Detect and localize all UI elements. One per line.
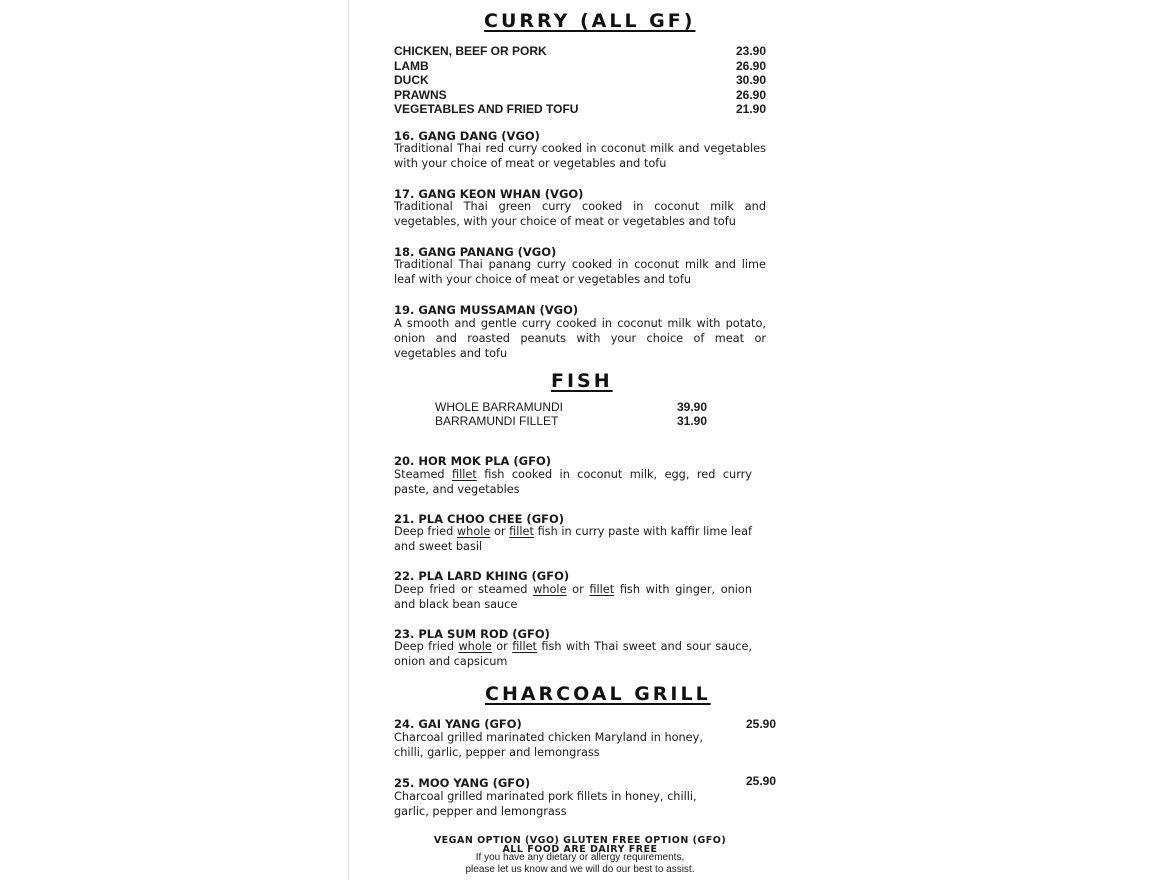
menu-item-description [394, 583, 752, 613]
desc-underlined: whole [456, 525, 491, 538]
menu-item-description: Traditional Thai panang curry cooked in coconut milk and lime leaf with your choice of meat or vegetables and tofu [394, 258, 766, 286]
footer-dairy-free: ALL FOOD ARE DAIRY FREE [502, 844, 658, 855]
menu-item-title: 24. GAI YANG (GFO) [394, 717, 522, 731]
desc-text: Deep fried [394, 525, 457, 538]
desc-underlined: fillet [512, 640, 537, 653]
menu-item-description: Charcoal grilled marinated chicken Maryland in honey, chilli, garlic, pepper and lemongrass [394, 731, 703, 759]
desc-text: Deep fried [394, 640, 459, 653]
menu-item-description [394, 468, 752, 498]
menu-item-title: 21. PLA CHOO CHEE (GFO) [394, 512, 565, 526]
footer-dietary-note: If you have any dietary or allergy requirements, [475, 852, 685, 863]
price-value: 21.90 [736, 102, 767, 116]
price-value: 31.90 [677, 414, 708, 428]
menu-item-description: A smooth and gentle curry cooked in coconut milk with potato, onion and roasted peanuts with your choice of meat or vegetables and tofu [394, 317, 766, 360]
desc-text: or [491, 640, 513, 653]
desc-underlined: fillet [589, 583, 615, 596]
section-heading-fish: FISH [551, 370, 613, 392]
price-value: 26.90 [736, 59, 767, 73]
price-name: LAMB [394, 59, 429, 73]
menu-item-title: 25. MOO YANG (GFO) [394, 776, 531, 790]
section-heading-grill: CHARCOAL GRILL [485, 683, 711, 705]
desc-text: fish with Thai sweet and sour sauce, onion and capsicum [394, 640, 752, 668]
menu-item-price: 25.90 [746, 774, 777, 788]
desc-underlined: fillet [452, 468, 477, 481]
menu-item-title: 23. PLA SUM ROD (GFO) [394, 627, 550, 641]
price-value: 39.90 [677, 400, 708, 414]
price-name: BARRAMUNDI FILLET [435, 414, 559, 428]
section-heading-curry: CURRY (ALL GF) [484, 10, 696, 32]
price-name: DUCK [394, 73, 429, 87]
desc-text: fish cooked in coconut milk, egg, red curry paste, and vegetables [394, 468, 752, 496]
menu-item-description: Charcoal grilled marinated pork fillets in honey, chilli, garlic, pepper and lemongrass [394, 790, 697, 818]
menu-item-title: 16. GANG DANG (VGO) [394, 129, 540, 143]
price-value: 23.90 [736, 44, 767, 58]
menu-item-title: 18. GANG PANANG (VGO) [394, 245, 557, 259]
desc-underlined: fillet [509, 525, 534, 538]
menu-item-description: Traditional Thai red curry cooked in coconut milk and vegetables with your choice of meat or vegetables and tofu [394, 142, 766, 170]
desc-text: or [490, 525, 510, 538]
price-name: WHOLE BARRAMUNDI [435, 400, 564, 414]
price-value: 26.90 [736, 88, 767, 102]
desc-text: Deep fried or steamed [394, 583, 534, 596]
menu-item-title: 20. HOR MOK PLA (GFO) [394, 454, 552, 468]
desc-text: or [566, 583, 590, 596]
menu-item-price: 25.90 [746, 717, 777, 731]
menu-item-description [394, 525, 752, 555]
menu-item-title: 17. GANG KEON WHAN (VGO) [394, 187, 584, 201]
footer-assist-note: please let us know and we will do our best to assist. [465, 864, 695, 875]
menu-item-title: 22. PLA LARD KHING (GFO) [394, 569, 570, 583]
price-name: CHICKEN, BEEF OR PORK [394, 44, 547, 58]
desc-text: fish with ginger, onion and black bean sauce [394, 583, 752, 611]
desc-underlined: whole [533, 583, 567, 596]
price-name: VEGETABLES AND FRIED TOFU [394, 102, 579, 116]
desc-text: Steamed [394, 468, 453, 481]
footer-legend-options: VEGAN OPTION (VGO) GLUTEN FREE OPTION (GFO) [433, 835, 727, 846]
menu-item-description: Traditional Thai green curry cooked in coconut milk and vegetables, with your choice of meat or vegetables and tofu [394, 200, 766, 228]
price-value: 30.90 [736, 73, 767, 87]
desc-text: fish in curry paste with kaffir lime leaf and sweet basil [394, 525, 752, 553]
price-name: PRAWNS [394, 88, 447, 102]
menu-item-description [394, 640, 752, 670]
page-edge [348, 0, 349, 880]
menu-item-title: 19. GANG MUSSAMAN (VGO) [394, 303, 579, 317]
desc-underlined: whole [458, 640, 492, 653]
